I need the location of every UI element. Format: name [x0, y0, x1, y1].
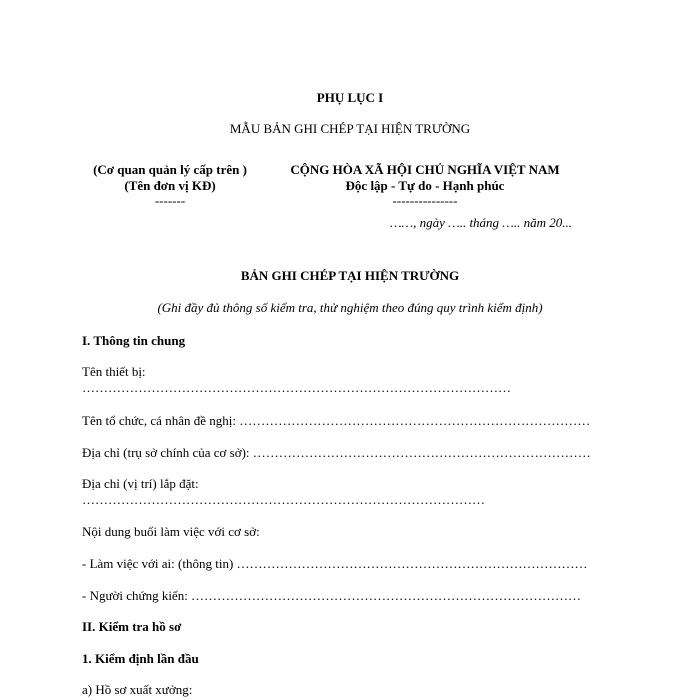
section-general-info: I. Thông tin chung [82, 333, 186, 348]
witness-line: - Người chứng kiến: ……………………………………………………………………………… [82, 588, 582, 603]
requester-line: Tên tổ chức, cá nhân đề nghị: ……………………………………………………………………… [82, 413, 591, 428]
install-address-label: Địa chỉ (vị trí) lắp đặt: [82, 476, 199, 491]
device-name-dots: ……………………………………………………………………………………… [82, 380, 511, 395]
agency-line: (Cơ quan quản lý cấp trên ) [93, 162, 247, 177]
right-rule: --------------- [392, 193, 458, 208]
nation-title: CỘNG HÒA XÃ HỘI CHỦ NGHĨA VIỆT NAM [290, 162, 560, 177]
device-name-label: Tên thiết bị: [82, 364, 146, 379]
address-line: Địa chỉ (trụ sở chính của cơ sở): …………………………………………………………………… [82, 445, 591, 460]
section-records-check: II. Kiểm tra hồ sơ [82, 619, 182, 634]
work-with-line: - Làm việc với ai: (thông tin) ……………………………………………………………………… [82, 556, 588, 571]
left-rule: ------- [154, 193, 186, 208]
date-line: ……, ngày ….. tháng ….. năm 20... [390, 215, 573, 230]
document-title: BẢN GHI CHÉP TẠI HIỆN TRƯỜNG [240, 268, 460, 283]
item-factory-records: a) Hồ sơ xuất xưởng: [82, 682, 193, 697]
unit-line: (Tên đơn vị KĐ) [124, 178, 216, 193]
document-subtitle: (Ghi đầy đủ thông số kiểm tra, thử nghiệm theo đúng quy trình kiểm định) [157, 300, 543, 315]
motto: Độc lập - Tự do - Hạnh phúc [345, 178, 505, 193]
form-title: MẪU BẢN GHI CHÉP TẠI HIỆN TRƯỜNG [229, 121, 471, 136]
appendix-heading: PHỤ LỤC I [316, 90, 384, 105]
install-address-dots: ………………………………………………………………………………… [82, 492, 485, 507]
subsection-first-inspection: 1. Kiểm định lần đầu [82, 651, 199, 666]
meeting-content-line: Nội dung buổi làm việc với cơ sở: [82, 524, 260, 539]
